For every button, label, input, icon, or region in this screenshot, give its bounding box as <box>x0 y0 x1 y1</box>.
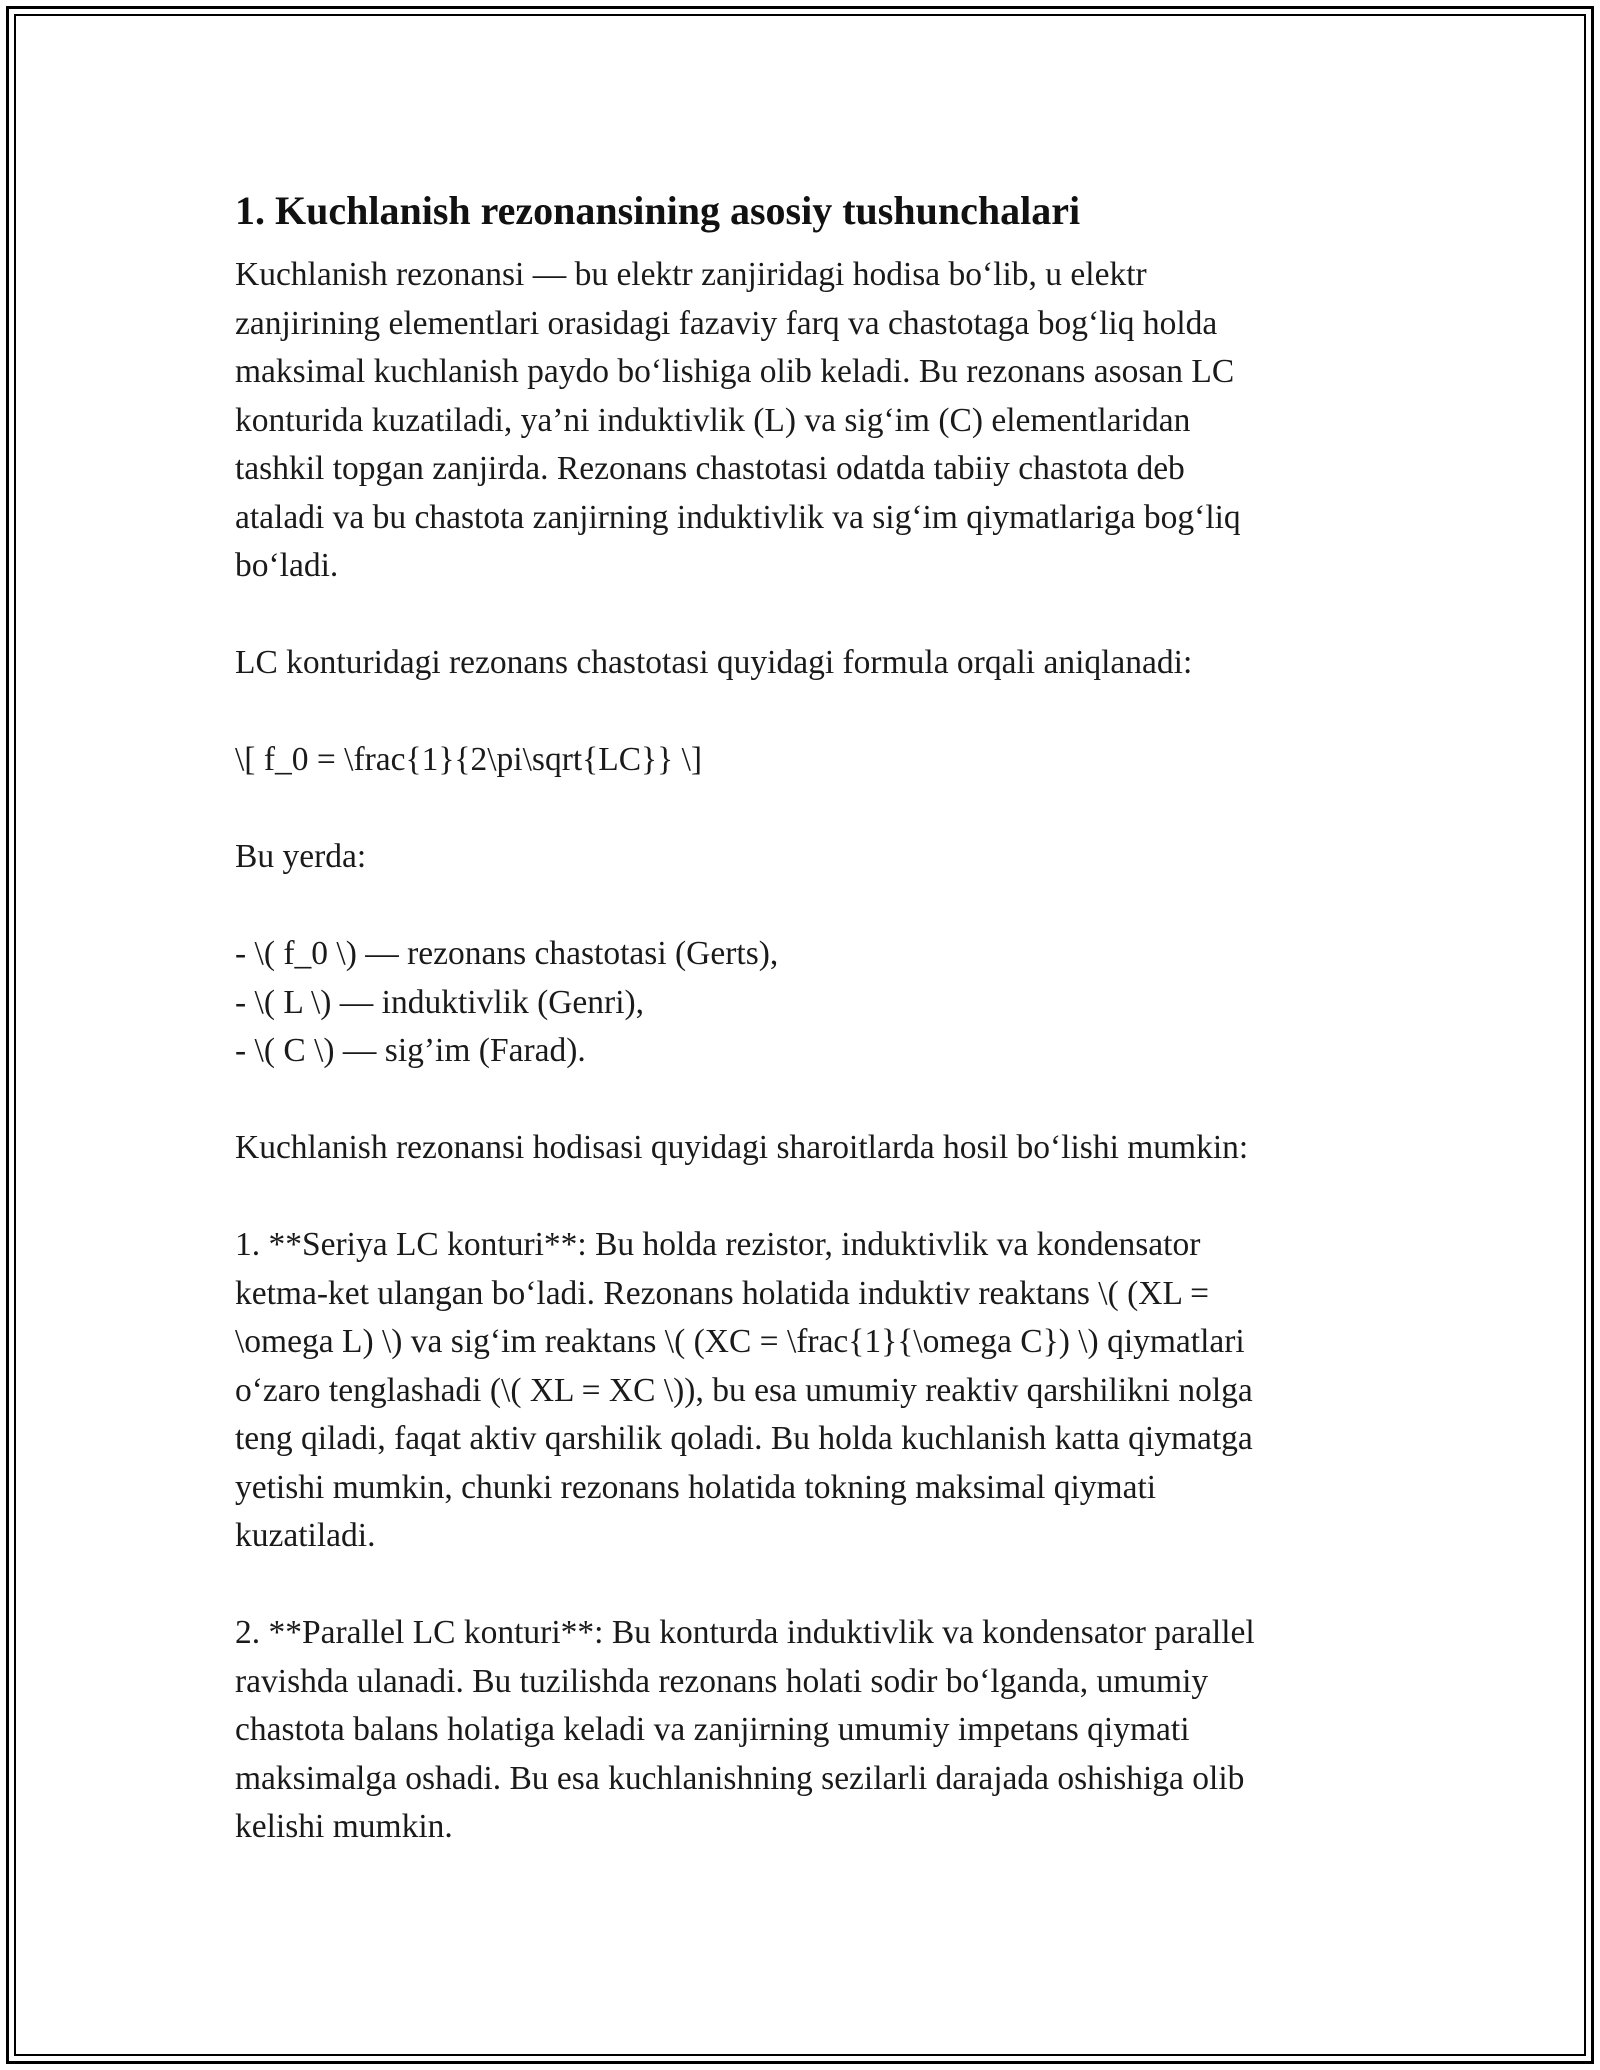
series-lc-paragraph: 1. **Seriya LC konturi**: Bu holda rezistor, induktivlik va kondensator ketma-ket ulangan bo‘ladi. Rezonans holatida induktiv reaktans \( (XL = \omega L) \) va sig‘im reaktans \( (XC = \frac{1}{\omega C}) \) qiymatlari o‘zaro tenglashadi (\( XL = XC \)), bu esa umumiy reaktiv qarshilikni nolga teng qiladi, faqat aktiv qarshilik qoladi. Bu holda kuchlanish katta qiymatga yetishi mumkin, chunki rezonans holatida tokning maksimal qiymati kuzatiladi. <box>235 1226 1253 1554</box>
formula-line: \[ f_0 = \frac{1}{2\pi\sqrt{LC}} \] <box>235 741 703 778</box>
parallel-lc-paragraph: 2. **Parallel LC konturi**: Bu konturda induktivlik va kondensator parallel ravishda ulanadi. Bu tuzilishda rezonans holati sodir bo‘lganda, umumiy chastota balans holatiga keladi va zanjirning umumiy impetans qiymati maksimalga oshadi. Bu esa kuchlanishning sezilarli darajada oshishiga olib kelishi mumkin. <box>235 1614 1255 1845</box>
conditions-intro-paragraph: Kuchlanish rezonansi hodisasi quyidagi sharoitlarda hosil bo‘lishi mumkin: <box>235 1129 1249 1166</box>
intro-paragraph: Kuchlanish rezonansi — bu elektr zanjiridagi hodisa bo‘lib, u elektr zanjirining elementlari orasidagi fazaviy farq va chastotaga bog‘liq holda maksimal kuchlanish paydo bo‘lishiga olib keladi. Bu rezonans asosan LC konturida kuzatiladi, ya’ni induktivlik (L) va sig‘im (C) elementlaridan tashkil topgan zanjirda. Rezonans chastotasi odatda tabiiy chastota deb ataladi va bu chastota zanjirning induktivlik va sig‘im qiymatlariga bog‘liq bo‘ladi. <box>235 256 1241 584</box>
where-label: Bu yerda: <box>235 838 367 875</box>
variable-definitions-list: - \( f_0 \) — rezonans chastotasi (Gerts), - \( L \) — induktivlik (Genri), - \( C \) — sig’im (Farad). <box>235 935 779 1069</box>
formula-intro-paragraph: LC konturidagi rezonans chastotasi quyidagi formula orqali aniqlanadi: <box>235 644 1193 681</box>
section-heading: 1. Kuchlanish rezonansining asosiy tushunchalari <box>235 188 1081 233</box>
document-body <box>235 185 1365 1852</box>
